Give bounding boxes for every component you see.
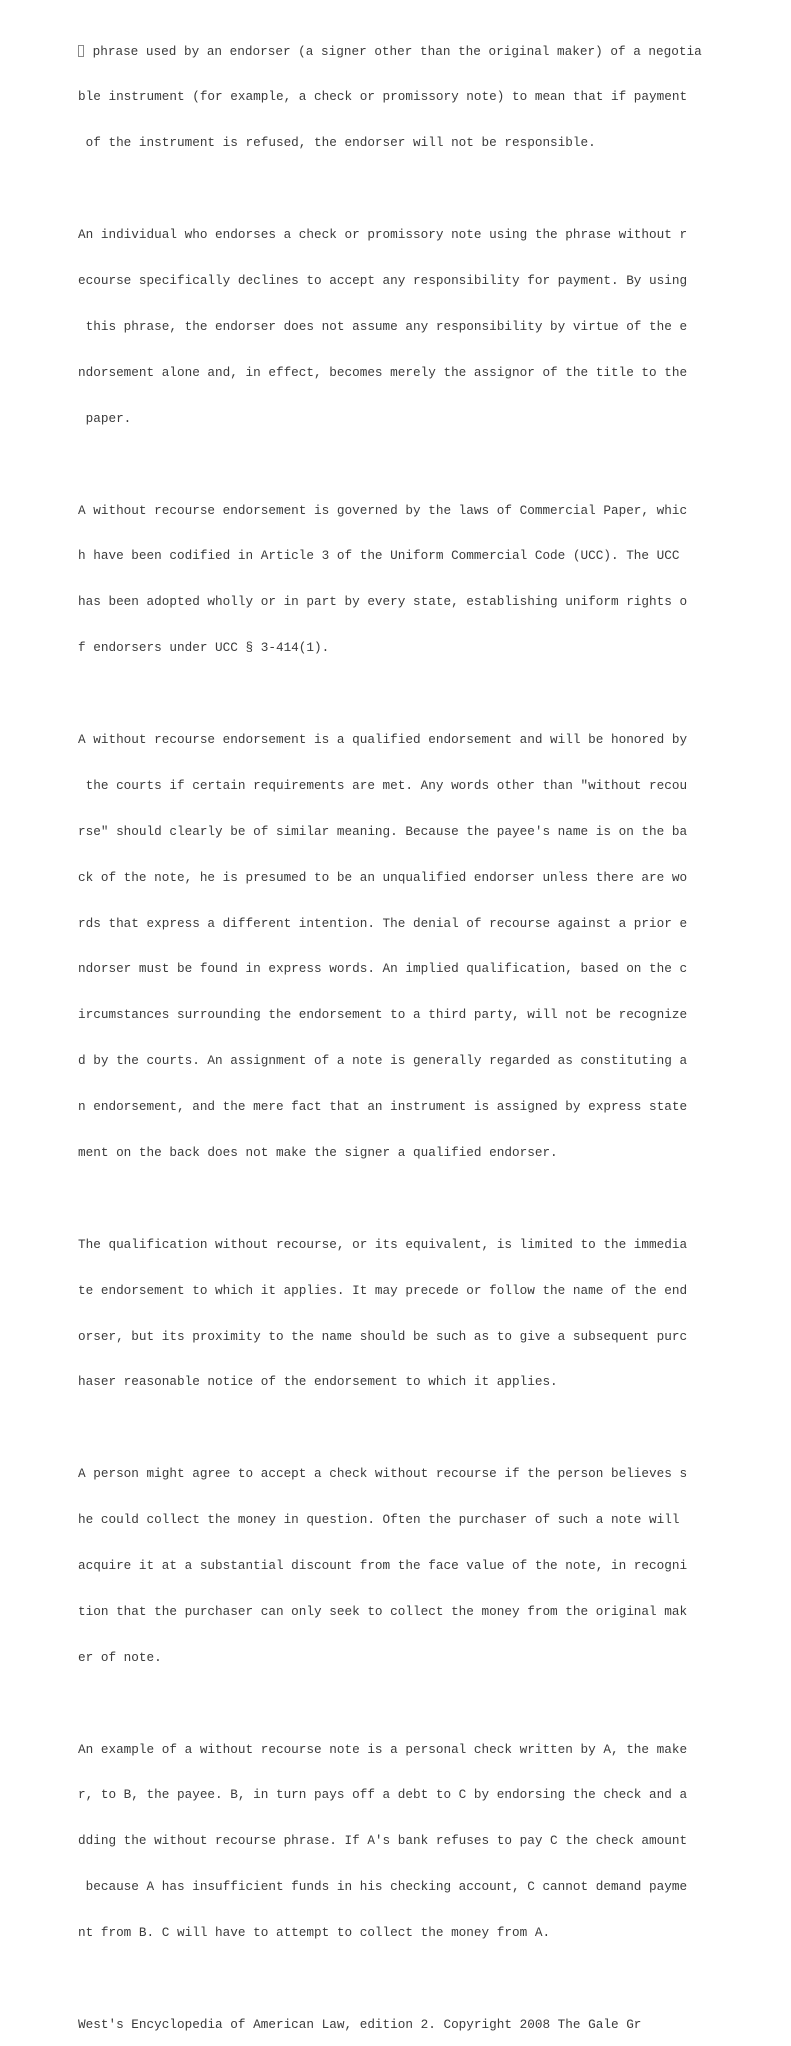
text-line: d by the courts. An assignment of a note is generally regarded as constituting a (78, 1053, 688, 1069)
citation-footer (78, 1986, 718, 2046)
text-line: ble instrument (for example, a check or promissory note) to mean that if payment (78, 89, 688, 105)
text-line: tion that the purchaser can only seek to collect the money from the original mak (78, 1603, 688, 1619)
paragraph-definition (78, 13, 718, 181)
paragraph-qualified-endorsement (78, 701, 718, 1191)
text-line: rds that express a different intention. The denial of recourse against a prior e (78, 915, 688, 931)
text-line: rse" should clearly be of similar meaning. Because the payee's name is on the ba (78, 823, 688, 839)
text-line: A without recourse endorsement is governed by the laws of Commercial Paper, whic (78, 502, 688, 518)
text-line: er of note. (78, 1649, 162, 1665)
text-line: The qualification without recourse, or its equivalent, is limited to the immedia (78, 1236, 688, 1252)
missing-glyph-icon (78, 45, 84, 57)
text-line: ndorsement alone and, in effect, becomes merely the assignor of the title to the (78, 364, 688, 380)
document-body (78, 13, 718, 2046)
text-line: n endorsement, and the mere fact that an instrument is assigned by express state (78, 1099, 688, 1115)
text-line: h have been codified in Article 3 of the Uniform Commercial Code (UCC). The UCC (78, 548, 680, 564)
text-line: haser reasonable notice of the endorsement to which it applies. (78, 1374, 558, 1390)
text-line: the courts if certain requirements are met. Any words other than "without recou (78, 777, 688, 793)
text-line: r, to B, the payee. B, in turn pays off a debt to C by endorsing the check and a (78, 1787, 688, 1803)
text-line: ecourse specifically declines to accept any responsibility for payment. By using (78, 273, 688, 289)
text-line: An example of a without recourse note is a personal check written by A, the make (78, 1741, 688, 1757)
text-line: A without recourse endorsement is a qualified endorsement and will be honored by (78, 731, 688, 747)
text-line: te endorsement to which it applies. It may precede or follow the name of the end (78, 1282, 688, 1298)
text-line: dding the without recourse phrase. If A's bank refuses to pay C the check amount (78, 1833, 688, 1849)
text-line: nt from B. C will have to attempt to collect the money from A. (78, 1925, 551, 1941)
text-line: this phrase, the endorser does not assume any responsibility by virtue of the e (78, 318, 688, 334)
paragraph-accepting-check (78, 1436, 718, 1696)
text-line: ircumstances surrounding the endorsement to a third party, will not be recognize (78, 1007, 688, 1023)
text-line: f endorsers under UCC § 3-414(1). (78, 640, 330, 656)
text-line: he could collect the money in question. Often the purchaser of such a note will (78, 1512, 680, 1528)
text-line: phrase used by an endorser (a signer other than the original maker) of a negotia (78, 44, 718, 59)
text-line: ck of the note, he is presumed to be an unqualified endorser unless there are wo (78, 869, 688, 885)
paragraph-individual-endorser (78, 197, 718, 457)
text-line: has been adopted wholly or in part by every state, establishing uniform rights o (78, 594, 688, 610)
text-line: West's Encyclopedia of American Law, edition 2. Copyright 2008 The Gale Gr (78, 2016, 642, 2032)
paragraph-commercial-paper (78, 472, 718, 686)
text-line: A person might agree to accept a check without recourse if the person believes s (78, 1466, 688, 1482)
paragraph-example (78, 1711, 718, 1971)
text-line: orser, but its proximity to the name should be such as to give a subsequent purc (78, 1328, 688, 1344)
text-line: An individual who endorses a check or promissory note using the phrase without r (78, 227, 688, 243)
text-line: ndorser must be found in express words. An implied qualification, based on the c (78, 961, 688, 977)
text-line: of the instrument is refused, the endorser will not be responsible. (78, 135, 596, 151)
paragraph-qualification-limits (78, 1206, 718, 1420)
text-line: paper. (78, 410, 132, 426)
text-line: ment on the back does not make the signer a qualified endorser. (78, 1144, 558, 1160)
text-line: acquire it at a substantial discount from the face value of the note, in recogni (78, 1557, 688, 1573)
text-line: because A has insufficient funds in his checking account, C cannot demand payme (78, 1879, 688, 1895)
